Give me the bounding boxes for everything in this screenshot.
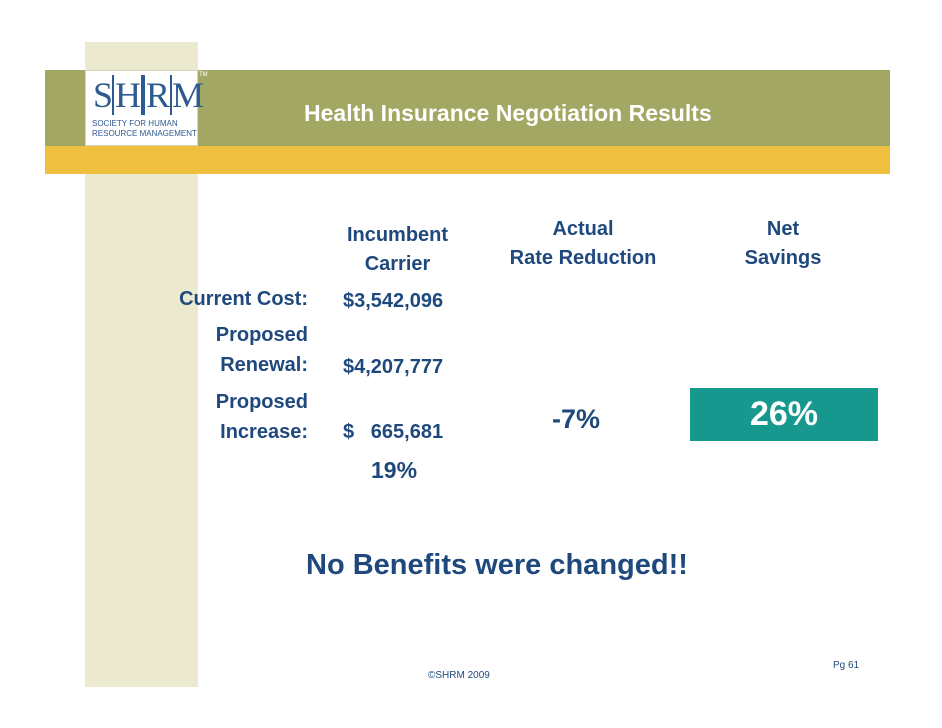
logo-letter-m: M xyxy=(172,75,204,115)
label-renewal-line2: Renewal: xyxy=(220,354,308,376)
header-actual-line1: Actual xyxy=(552,218,614,240)
label-proposed-renewal xyxy=(148,320,308,380)
page-number: Pg 61 xyxy=(833,660,860,671)
no-benefits-changed-message: No Benefits were changed!! xyxy=(306,549,688,581)
logo-subtitle-line2: RESOURCE MANAGEMENT xyxy=(92,129,197,138)
header-net-line1: Net xyxy=(766,218,800,240)
copyright-notice: ©SHRM 2009 xyxy=(428,670,490,681)
label-increase-line1: Proposed xyxy=(215,391,308,413)
label-current-cost: Current Cost: xyxy=(179,288,308,310)
logo-trademark: TM xyxy=(199,72,208,78)
value-proposed-increase: $ 665,681 xyxy=(343,421,444,443)
header-net-savings xyxy=(728,215,838,273)
header-incumbent-line2: Carrier xyxy=(364,253,431,275)
logo-letter-r: R xyxy=(143,75,172,115)
header-incumbent-line1: Incumbent xyxy=(346,224,449,246)
logo-letter-s: S xyxy=(93,75,113,115)
label-proposed-increase xyxy=(148,387,308,447)
label-renewal-line1: Proposed xyxy=(215,324,308,346)
actual-rate-reduction-value: -7% xyxy=(552,404,601,434)
accent-bar xyxy=(45,146,890,174)
slide-title: Health Insurance Negotiation Results xyxy=(304,100,712,126)
header-actual-line2: Rate Reduction xyxy=(509,247,657,269)
logo-subtitle-line1: SOCIETY FOR HUMAN xyxy=(92,119,178,128)
header-incumbent-carrier xyxy=(330,221,465,279)
logo-letters xyxy=(93,75,203,115)
header-actual-rate-reduction xyxy=(488,215,678,273)
value-current-cost: $3,542,096 xyxy=(343,290,444,312)
value-proposed-renewal: $4,207,777 xyxy=(343,356,444,378)
value-increase-percent: 19% xyxy=(371,457,418,483)
net-savings-value: 26% xyxy=(749,395,819,433)
logo-subtitle xyxy=(92,119,197,139)
logo-letter-h: H xyxy=(112,75,143,115)
header-net-line2: Savings xyxy=(744,247,822,269)
net-savings-box xyxy=(690,388,878,441)
label-increase-line2: Increase: xyxy=(220,421,308,443)
